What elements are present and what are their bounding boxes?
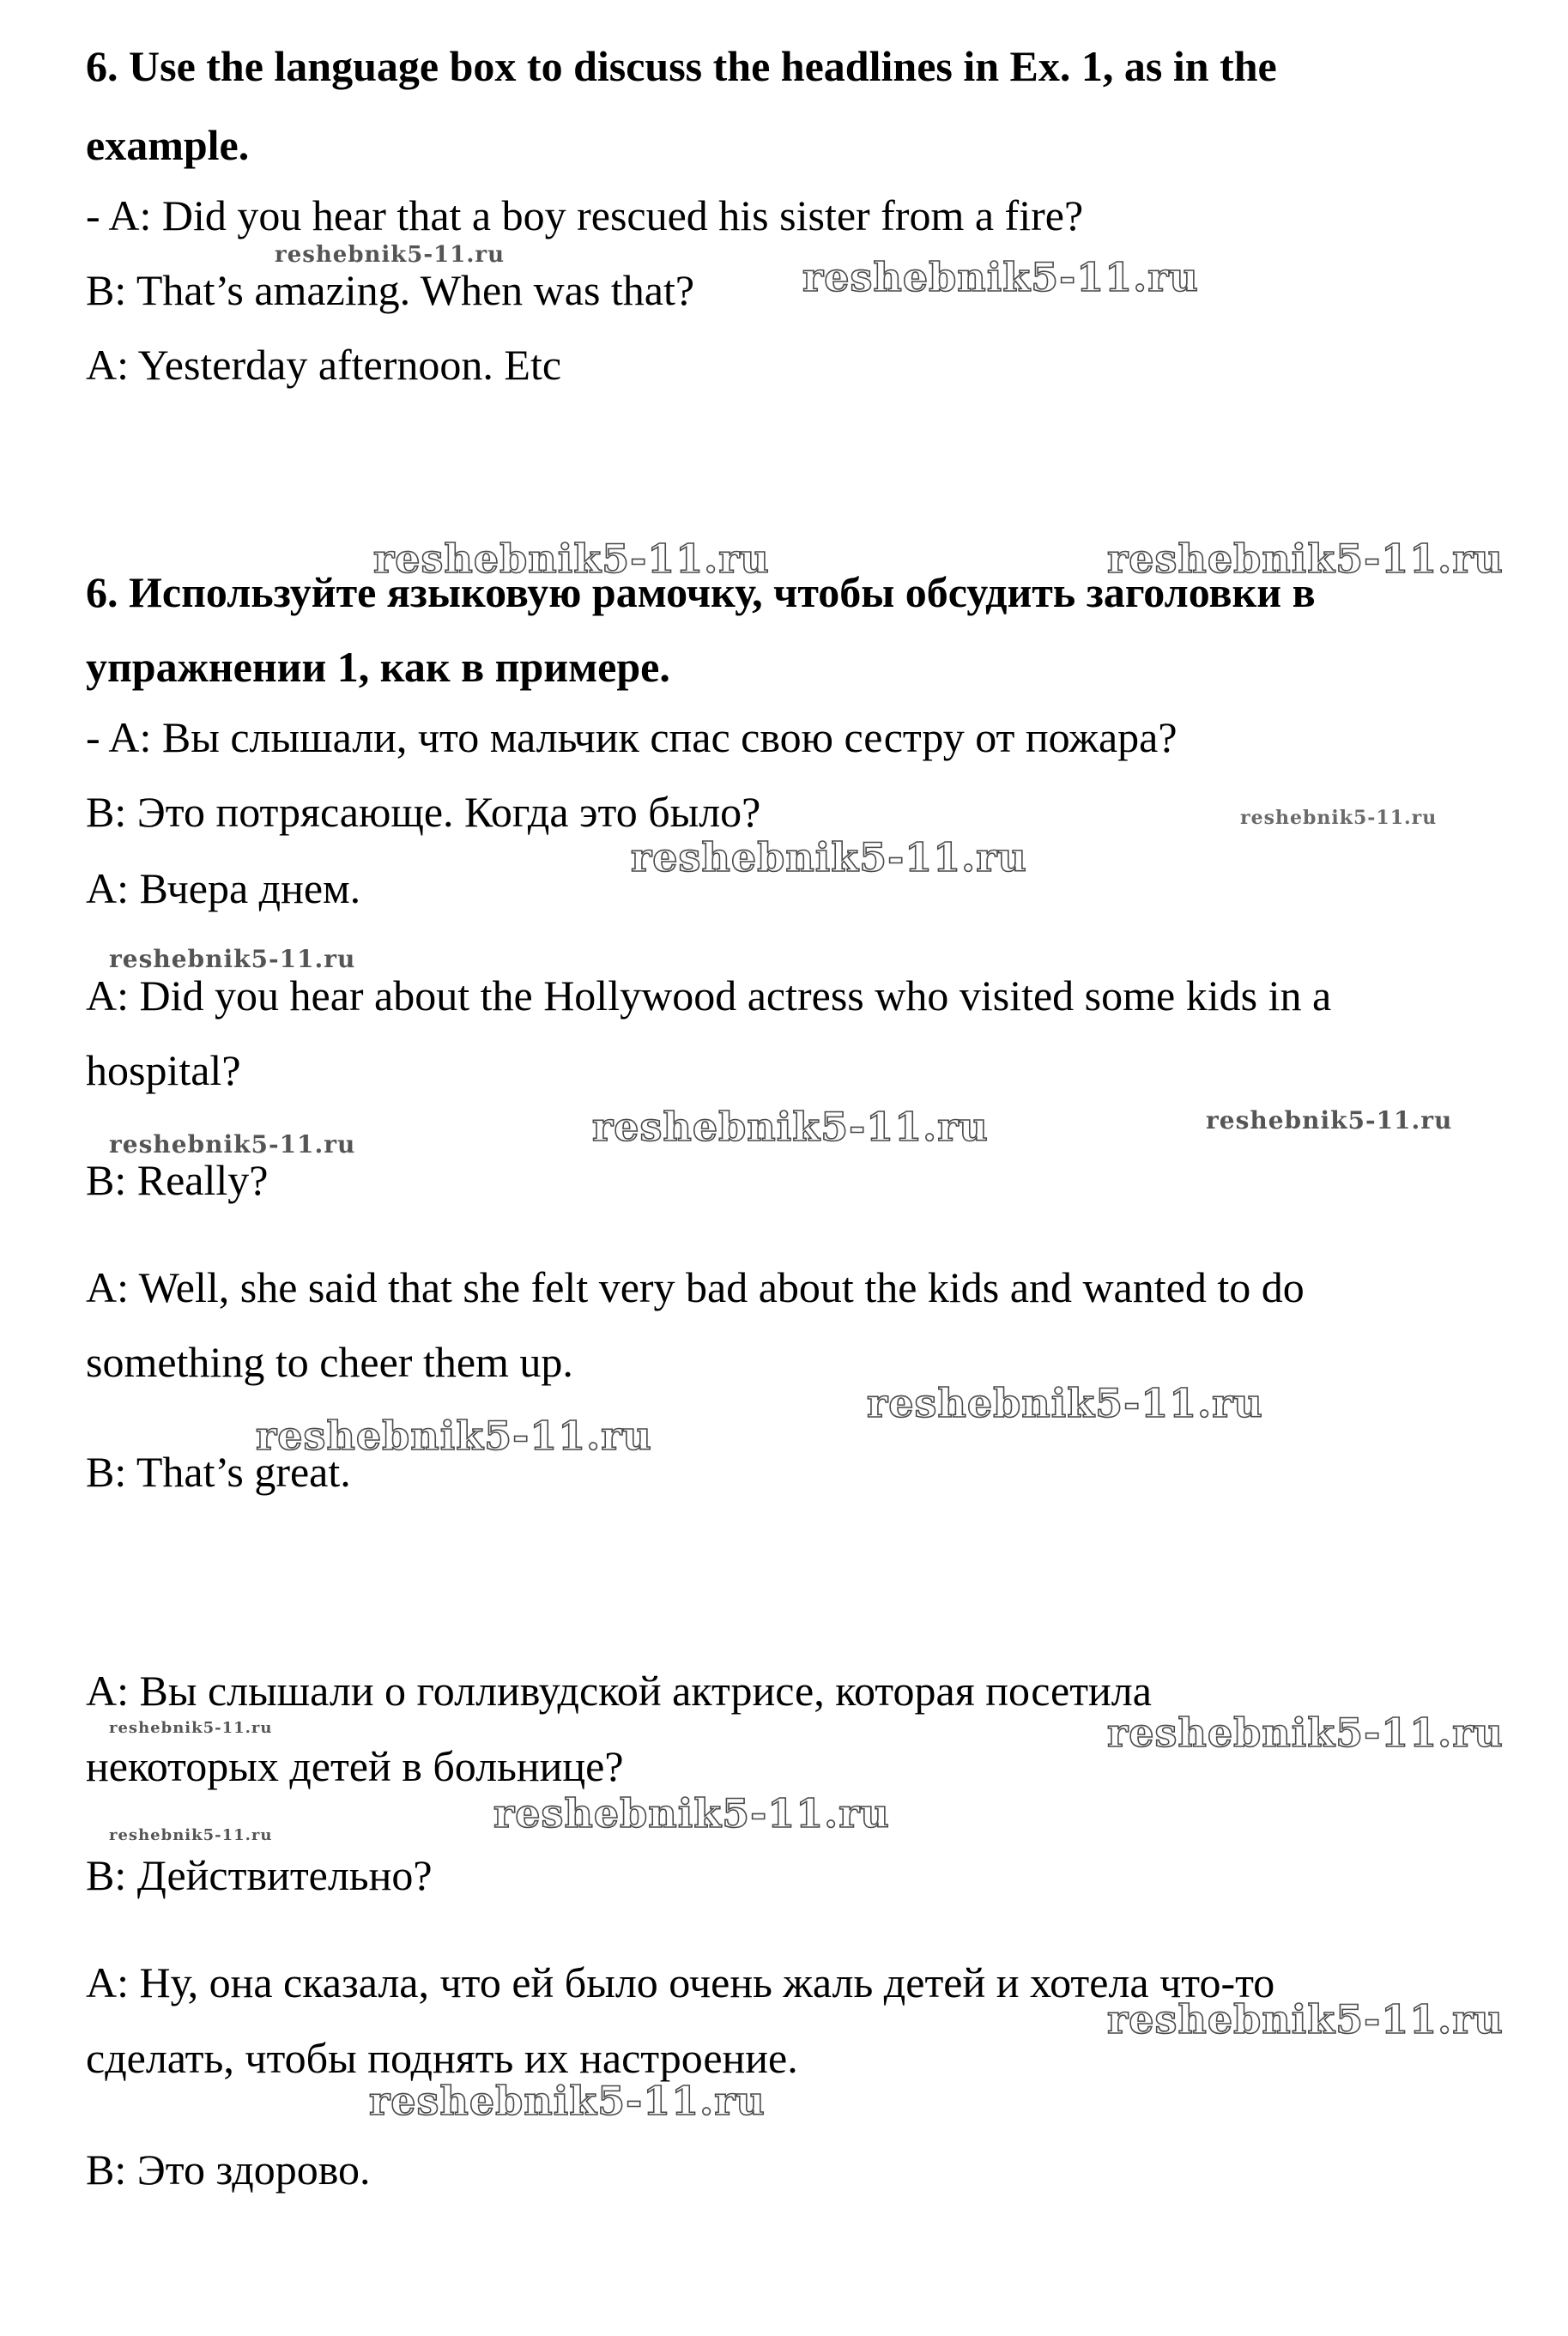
english-example-line: - A: Did you hear that a boy rescued his sister from a fire? <box>86 191 1084 239</box>
english-dialogue-line: A: Did you hear about the Hollywood actress who visited some kids in a <box>86 971 1332 1020</box>
watermark: reshebnik5-11.ru <box>1107 1710 1504 1756</box>
russian-dialogue-line: некоторых детей в больнице? <box>86 1742 624 1790</box>
english-example-line: A: Yesterday afternoon. Etc <box>86 341 562 389</box>
watermark: reshebnik5-11.ru <box>109 1130 356 1159</box>
watermark: reshebnik5-11.ru <box>592 1104 989 1150</box>
english-dialogue-line: A: Well, she said that she felt very bad about the kids and wanted to do <box>86 1263 1305 1311</box>
russian-dialogue-line: B: Действительно? <box>86 1851 433 1899</box>
russian-example-line: A: Вчера днем. <box>86 864 361 912</box>
english-dialogue-line: hospital? <box>86 1046 241 1094</box>
watermark: reshebnik5-11.ru <box>369 2078 766 2124</box>
watermark: reshebnik5-11.ru <box>1107 1996 1504 2042</box>
watermark: reshebnik5-11.ru <box>373 536 770 582</box>
watermark: reshebnik5-11.ru <box>1206 1106 1453 1135</box>
watermark: reshebnik5-11.ru <box>867 1380 1263 1426</box>
watermark: reshebnik5-11.ru <box>109 1826 273 1844</box>
russian-dialogue-line: A: Ну, она сказала, что ей было очень жаль детей и хотела что-то <box>86 1958 1275 2006</box>
russian-dialogue-line: B: Это здорово. <box>86 2145 371 2194</box>
watermark: reshebnik5-11.ru <box>1107 536 1504 582</box>
russian-example-line: - A: Вы слышали, что мальчик спас свою сестру от пожара? <box>86 713 1178 761</box>
english-dialogue-line: B: Really? <box>86 1156 269 1204</box>
watermark: reshebnik5-11.ru <box>631 834 1027 881</box>
watermark: reshebnik5-11.ru <box>275 242 506 268</box>
watermark: reshebnik5-11.ru <box>802 254 1199 300</box>
russian-example-line: B: Это потрясающе. Когда это было? <box>86 788 761 836</box>
russian-heading-line-2: упражнении 1, как в примере. <box>86 643 670 691</box>
russian-dialogue-line: A: Вы слышали о голливудской актрисе, которая посетила <box>86 1667 1152 1715</box>
watermark: reshebnik5-11.ru <box>109 1719 273 1737</box>
watermark: reshebnik5-11.ru <box>256 1413 652 1459</box>
english-example-line: B: That’s amazing. When was that? <box>86 266 695 314</box>
english-heading-line-1: 6. Use the language box to discuss the headlines in Ex. 1, as in the <box>86 42 1277 90</box>
watermark: reshebnik5-11.ru <box>109 945 356 973</box>
russian-heading-line-1: 6. Используйте языковую рамочку, чтобы обсудить заголовки в <box>86 568 1316 616</box>
english-dialogue-line: something to cheer them up. <box>86 1338 573 1386</box>
english-dialogue-line: B: That’s great. <box>86 1448 351 1496</box>
english-heading-line-2: example. <box>86 121 250 169</box>
watermark: reshebnik5-11.ru <box>493 1790 890 1837</box>
watermark: reshebnik5-11.ru <box>1240 807 1438 829</box>
russian-dialogue-line: сделать, чтобы поднять их настроение. <box>86 2034 798 2082</box>
